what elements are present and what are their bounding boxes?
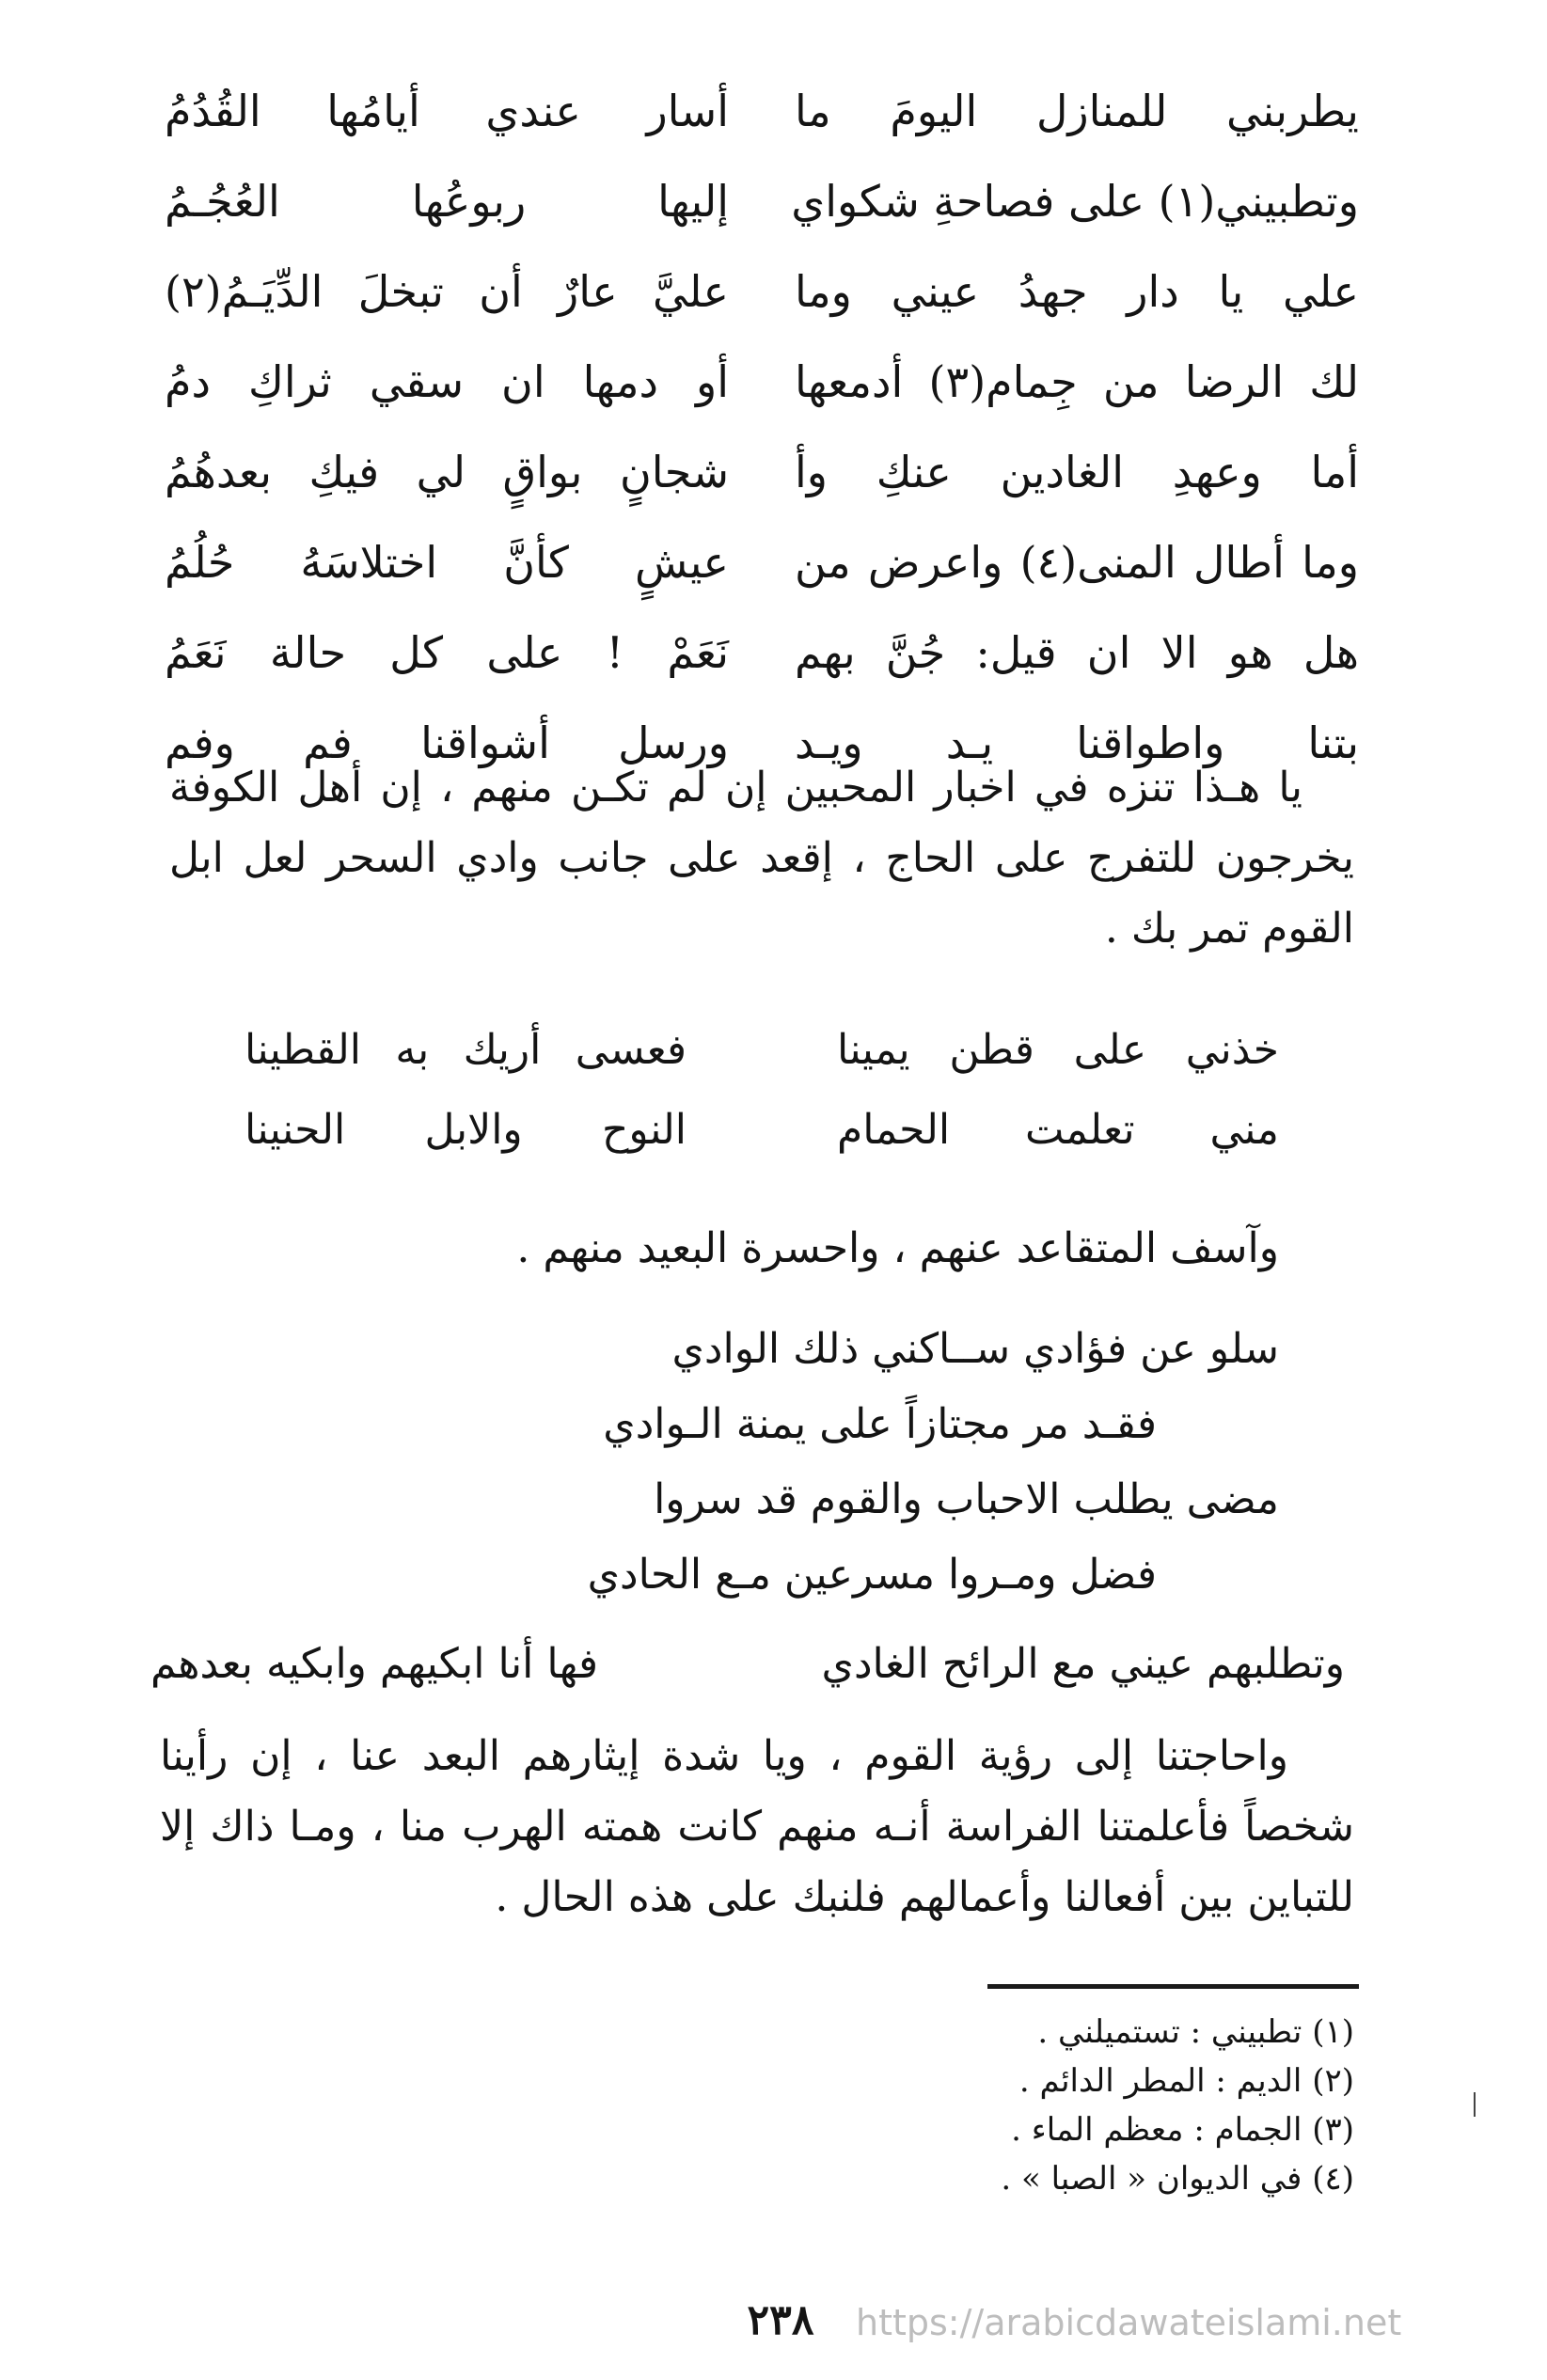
verse-hemistich-right: هل هو الا ان قيل: جُنَّ بهم <box>795 626 1359 678</box>
verse-hemistich-left: النوح والابل الحنينا <box>245 1106 687 1155</box>
verse-hemistich-left: عليَّ عارٌ أن تبخلَ الدِّيَـمُ(٢) <box>165 265 729 317</box>
footnote-divider <box>987 1984 1359 1989</box>
footnote: (١) تطبيني : تستميلني . <box>1037 2013 1354 2051</box>
verse-hemistich-left: أو دمها ان سقي ثراكِ دمُ <box>165 355 729 407</box>
footnote: (٣) الجمام : معظم الماء . <box>1011 2111 1354 2149</box>
verse-hemistich-left: إليها ربوعُها العُجُـمُ <box>165 175 729 227</box>
poem-block-1 <box>165 66 1359 788</box>
scan-mark <box>1474 2092 1476 2117</box>
footnote: (٤) في الديوان « الصبا » . <box>1001 2160 1354 2198</box>
verse-hemistich-right: يطربني للمنازل اليومَ ما <box>795 85 1359 136</box>
verse-line <box>165 246 1359 337</box>
poem-block-2 <box>150 1312 1345 1688</box>
footnote: (٢) الديم : المطر الدائم . <box>1018 2062 1354 2100</box>
verse-hemistich-right: مني تعلمت الحمام <box>837 1106 1279 1155</box>
verse-line <box>165 427 1359 517</box>
verse-hemistich-right: خذني على قطن يمينا <box>837 1026 1279 1075</box>
verse-hemistich-right: وما أطال المنى(٤) واعرض من <box>795 536 1359 588</box>
verse-hemistich-left: نَعَمْ ! على كل حالة نَعَمُ <box>165 626 729 678</box>
verse-hemistich-right: فها أنا ابكيهم وابكيه بعدهم <box>150 1640 599 1688</box>
verse-hemistich-right: علي يا دار جهدُ عيني وما <box>795 265 1359 317</box>
poem-line: فضل ومـروا مسرعين مـع الحادي <box>587 1551 1157 1599</box>
verse-line <box>165 517 1359 607</box>
verse-hemistich-left: ورسل أشواقنا فم وفم <box>165 717 729 768</box>
verse-hemistich-left: عيشٍ كأنَّ اختلاسَهُ حُلُمُ <box>165 536 729 588</box>
verse-hemistich-left: وتطلبهم عيني مع الرائح الغادي <box>821 1640 1345 1688</box>
verse-hemistich-left: شجانٍ بواقٍ لي فيكِ بعدهُمُ <box>165 446 729 497</box>
prose-paragraph-3: واحاجتنا إلى رؤية القوم ، ويا شدة إيثارهم البعد عنا ، إن رأينا شخصاً فأعلمتنا الفراسة أنـه منهم كانت همته الهرب منا ، ومـا ذاك إلا للتباين بين أفعالنا وأعمالهم فلنبك على هذه الحال . <box>160 1732 1354 1921</box>
verse-hemistich-right: بتنا واطواقنا يـد ويـد <box>795 717 1359 768</box>
verse-line <box>165 156 1359 246</box>
watermark-url: https://arabicdawateislami.net <box>856 2302 1402 2343</box>
verse-hemistich-right: وتطبيني(١) على فصاحةِ شكواي <box>791 175 1359 227</box>
prose-paragraph-2: وآسف المتقاعد عنهم ، واحسرة البعيد منهم . <box>516 1224 1279 1272</box>
poem-line: مضى يطلب الاحباب والقوم قد سروا <box>654 1475 1279 1523</box>
poem-line: سلو عن فؤادي ســاكني ذلك الوادي <box>671 1325 1279 1373</box>
verse-line <box>165 66 1359 156</box>
poem-couplet <box>245 1011 1279 1171</box>
verse-hemistich-right: أما وعهدِ الغادين عنكِ وأ <box>795 446 1359 497</box>
verse-hemistich-right: لك الرضا من جِمام(٣) أدمعها <box>795 355 1360 407</box>
poem-line: فقـد مر مجتازاً على يمنة الـوادي <box>603 1400 1157 1448</box>
verse-line <box>245 1091 1279 1171</box>
footnotes <box>846 2008 1354 2203</box>
poem-line <box>150 1627 1345 1702</box>
verse-hemistich-left: أسار عندي أيامُها القُدُمُ <box>165 85 729 136</box>
page-number: ٢٣٨ <box>747 2296 814 2344</box>
verse-line <box>245 1011 1279 1091</box>
verse-line <box>165 337 1359 427</box>
verse-hemistich-left: فعسى أريك به القطينا <box>245 1026 687 1075</box>
prose-paragraph-1: يا هـذا تنزه في اخبار المحبين إن لم تكـن منهم ، إن أهل الكوفة يخرجون للتفرج على الحاج ، إقعد على جانب وادي السحر لعل ابل القوم تمر بك . <box>169 764 1354 953</box>
verse-line <box>165 607 1359 698</box>
